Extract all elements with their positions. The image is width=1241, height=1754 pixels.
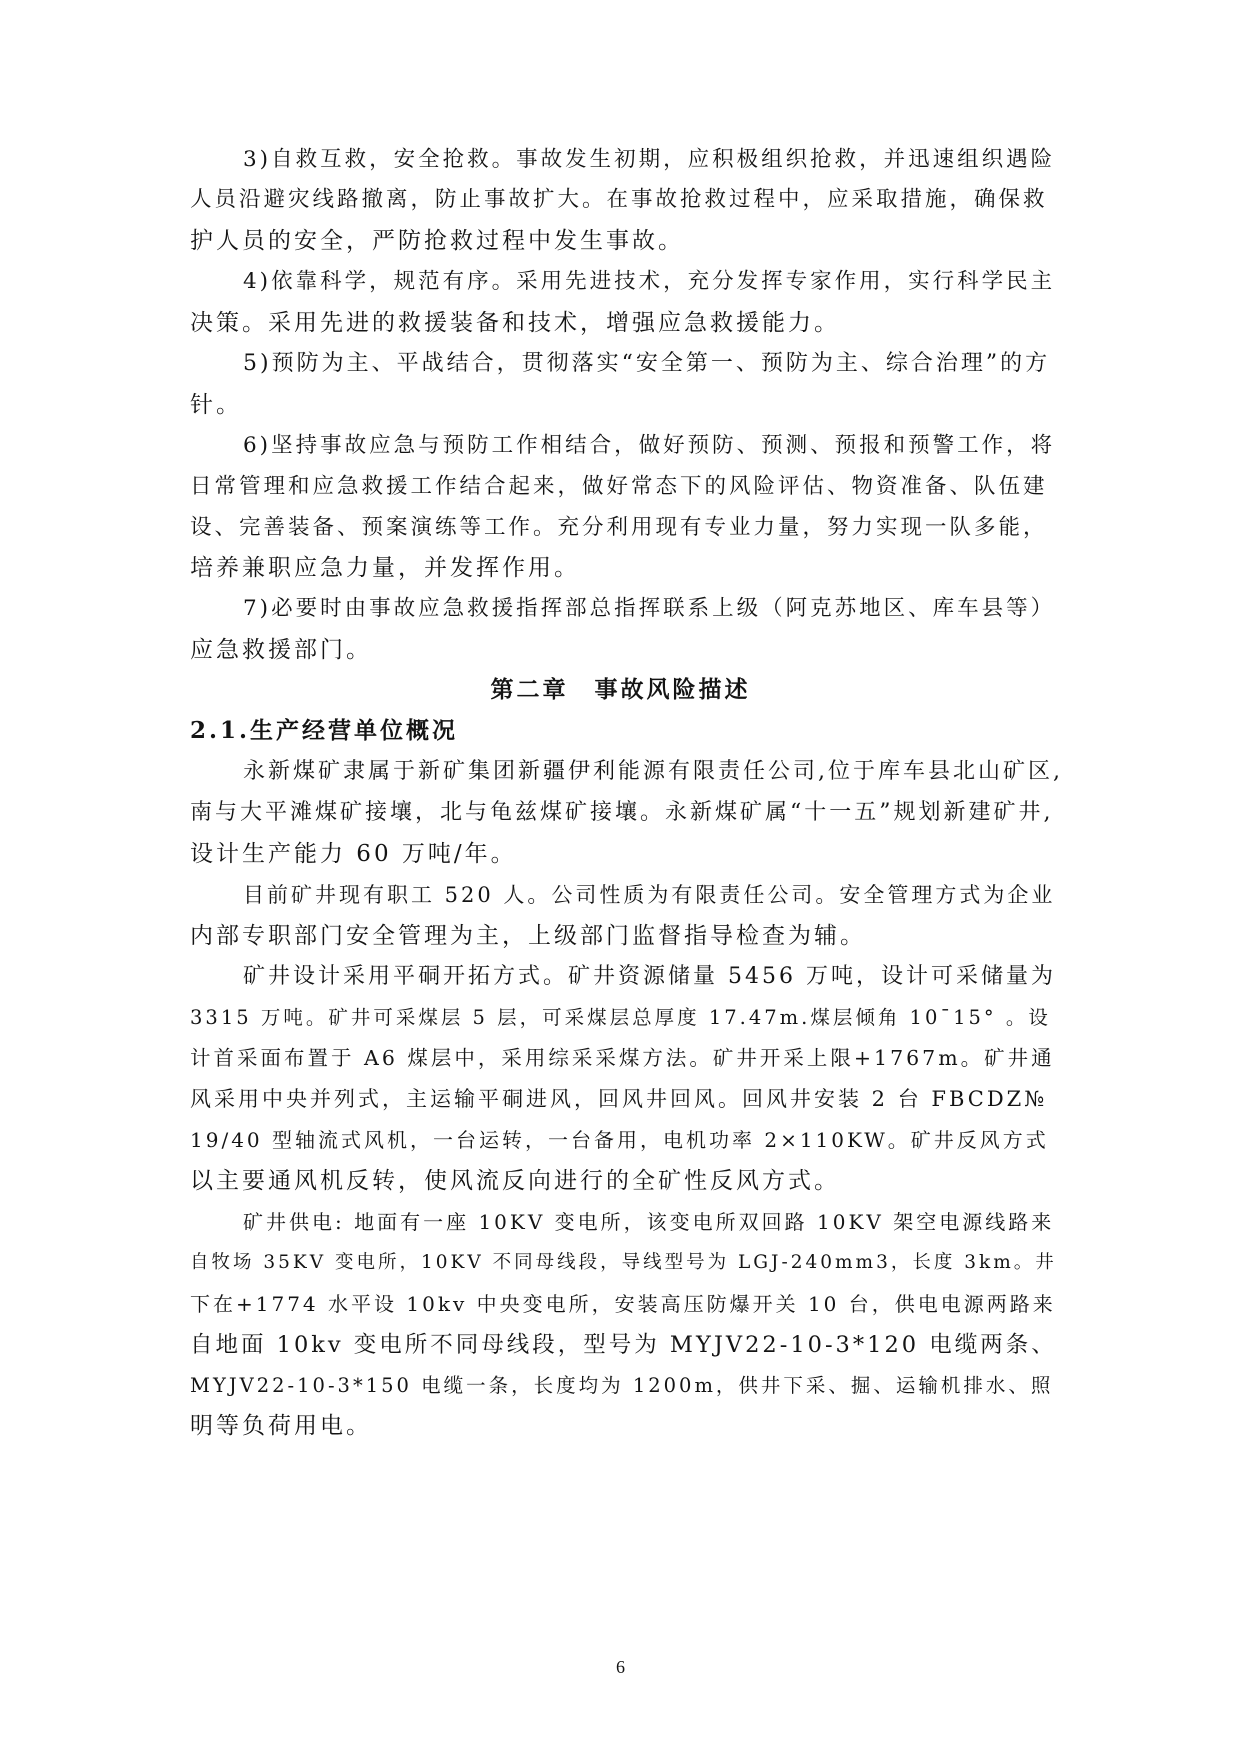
text-line: 培养兼职应急力量，并发挥作用。 [190, 555, 580, 581]
text-line: MYJV22-10-3*150 电缆一条，长度均为 1200m，供井下采、掘、运输机排水、照 [190, 1374, 1054, 1397]
text-line: 人员沿避灾线路撤离，防止事故扩大。在事故抢救过程中，应采取措施，确保救 [190, 187, 1048, 212]
text-line: 7)必要时由事故应急救援指挥部总指挥联系上级（阿克苏地区、库车县等） [243, 596, 1056, 621]
text-line: 5)预防为主、平战结合，贯彻落实“安全第一、预防为主、综合治理”的方 [243, 351, 1051, 376]
text-line: 19/40 型轴流式风机，一台运转，一台备用，电机功率 2×110KW。矿井反风方式 [190, 1128, 1049, 1152]
text-line: 下在+1774 水平设 10kv 中央变电所，安装高压防爆开关 10 台，供电电源两路来 [190, 1292, 1056, 1316]
text-line: 护人员的安全，严防抢救过程中发生事故。 [190, 228, 684, 254]
text-line: 自牧场 35KV 变电所，10KV 不同母线段，导线型号为 LGJ-240mm3，长度 3km。井 [190, 1252, 1057, 1273]
text-line: 日常管理和应急救援工作结合起来，做好常态下的风险评估、物资准备、队伍建 [190, 474, 1048, 499]
text-line: 明等负荷用电。 [190, 1413, 372, 1439]
text-line: 南与大平滩煤矿接壤，北与龟兹煤矿接壤。永新煤矿属“十一五”规划新建矿井, [190, 800, 1054, 825]
text-line: 矿井设计采用平硐开拓方式。矿井资源储量 5456 万吨，设计可采储量为 [243, 964, 1056, 989]
text-line: 3)自救互救，安全抢救。事故发生初期，应积极组织抢救，并迅速组织遇险 [243, 147, 1056, 172]
text-line: 设、完善装备、预案演练等工作。充分利用现有专业力量，努力实现一队多能， [190, 515, 1048, 540]
text-line: 决策。采用先进的救援装备和技术，增强应急救援能力。 [190, 310, 840, 336]
text-line: 自地面 10kv 变电所不同母线段，型号为 MYJV22-10-3*120 电缆两条、 [190, 1332, 1057, 1358]
section-heading: 2.1.生产经营单位概况 [190, 717, 459, 744]
text-line: 矿井供电: 地面有一座 10KV 变电所，该变电所双回路 10KV 架空电源线路来 [243, 1210, 1055, 1234]
text-line: 以主要通风机反转，使风流反向进行的全矿性反风方式。 [190, 1168, 840, 1194]
text-line: 设计生产能力 60 万吨/年。 [190, 841, 517, 867]
text-line: 内部专职部门安全管理为主，上级部门监督指导检查为辅。 [190, 923, 866, 949]
page-number: 6 [616, 1657, 625, 1677]
text-line: 风采用中央并列式，主运输平硐进风，回风井回风。回风井安装 2 台 FBCDZ№ [190, 1087, 1048, 1111]
text-line: 3315 万吨。矿井可采煤层 5 层，可采煤层总厚度 17.47m.煤层倾角 10¯15° 。设 [190, 1006, 1051, 1029]
text-line: 针。 [190, 392, 242, 418]
text-line: 4)依靠科学，规范有序。采用先进技术，充分发挥专家作用，实行科学民主 [243, 269, 1056, 294]
text-line: 永新煤矿隶属于新矿集团新疆伊利能源有限责任公司,位于库车县北山矿区, [243, 759, 1063, 784]
text-line: 应急救援部门。 [190, 637, 372, 663]
text-line: 目前矿井现有职工 520 人。公司性质为有限责任公司。安全管理方式为企业 [243, 883, 1056, 907]
text-line: 计首采面布置于 A6 煤层中，采用综采采煤方法。矿井开采上限+1767m。矿井通 [190, 1046, 1055, 1070]
chapter-heading: 第二章 事故风险描述 [490, 676, 751, 703]
text-line: 6)坚持事故应急与预防工作相结合，做好预防、预测、预报和预警工作，将 [243, 433, 1056, 458]
